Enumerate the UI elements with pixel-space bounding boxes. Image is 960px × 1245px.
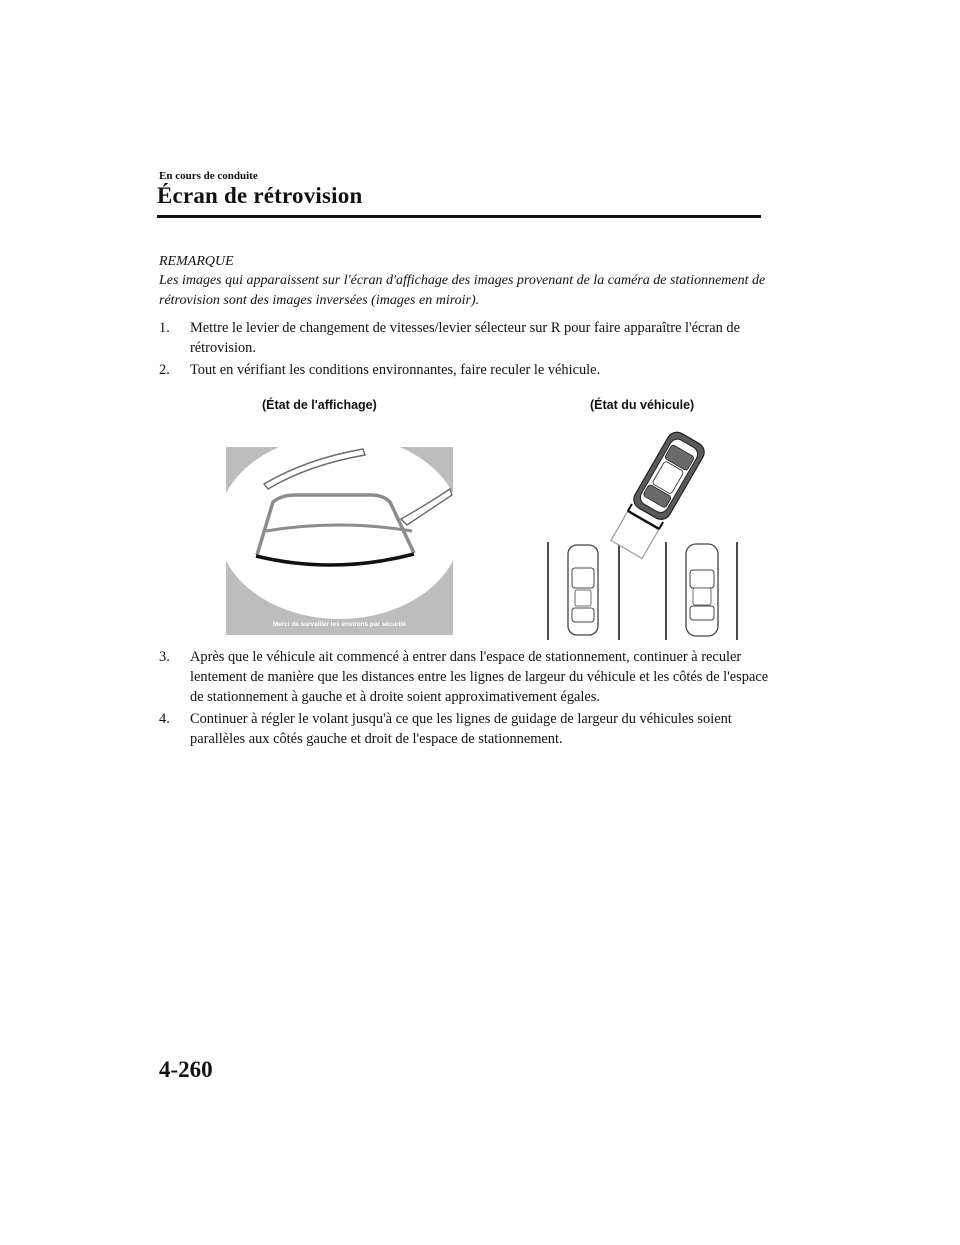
camera-view-area (226, 447, 453, 619)
page-number: 4-260 (159, 1057, 213, 1082)
parked-car-right (686, 544, 718, 636)
steps-list-before-figure (159, 318, 769, 382)
section-label: En cours de conduite (159, 170, 258, 182)
step-text: Tout en vérifiant les conditions environnantes, faire reculer le véhicule. (190, 362, 601, 378)
reversing-vehicle-group (609, 429, 708, 560)
title-divider (157, 215, 761, 218)
rear-camera-display-illustration (226, 447, 453, 635)
step-text: Continuer à régler le volant jusqu'à ce que les lignes de guidage de largeur du véhicules soient parallèles aux côtés gauche et droit de l'espace de stationnement. (190, 711, 732, 747)
note-heading: REMARQUE (159, 254, 234, 269)
step-text: Mettre le levier de changement de vitesses/levier sélecteur sur R pour faire apparaître l'écran de rétrovision. (190, 320, 740, 356)
reversing-car (630, 429, 708, 523)
note-body: Les images qui apparaissent sur l'écran d'affichage des images provenant de la caméra de stationnement de rétrovision sont des images inversées (images en miroir). (159, 273, 766, 308)
steps-list-after-figure (159, 647, 769, 751)
vehicle-state-illustration (545, 420, 740, 640)
projected-guide-zone (611, 511, 659, 558)
screen-warning-message: Merci de surveiller les environs par sécurité (272, 621, 407, 628)
step-item (159, 709, 769, 749)
step-item (159, 360, 769, 380)
page-title: Écran de rétrovision (157, 183, 363, 208)
step-item (159, 647, 769, 707)
vehicle-state-label: (État du véhicule) (590, 398, 695, 412)
step-item (159, 318, 769, 358)
step-number: 3. (159, 649, 170, 665)
display-state-label: (État de l'affichage) (262, 398, 377, 412)
step-number: 4. (159, 711, 170, 727)
step-number: 2. (159, 362, 170, 378)
step-text: Après que le véhicule ait commencé à entrer dans l'espace de stationnement, continuer à reculer lentement de manière que les distances entre les lignes de largeur du véhicule et les côtés de l'espace de stationnement à gauche et à droite soient approximativement égales. (190, 649, 769, 705)
parked-car-left (568, 545, 598, 635)
step-number: 1. (159, 320, 170, 336)
